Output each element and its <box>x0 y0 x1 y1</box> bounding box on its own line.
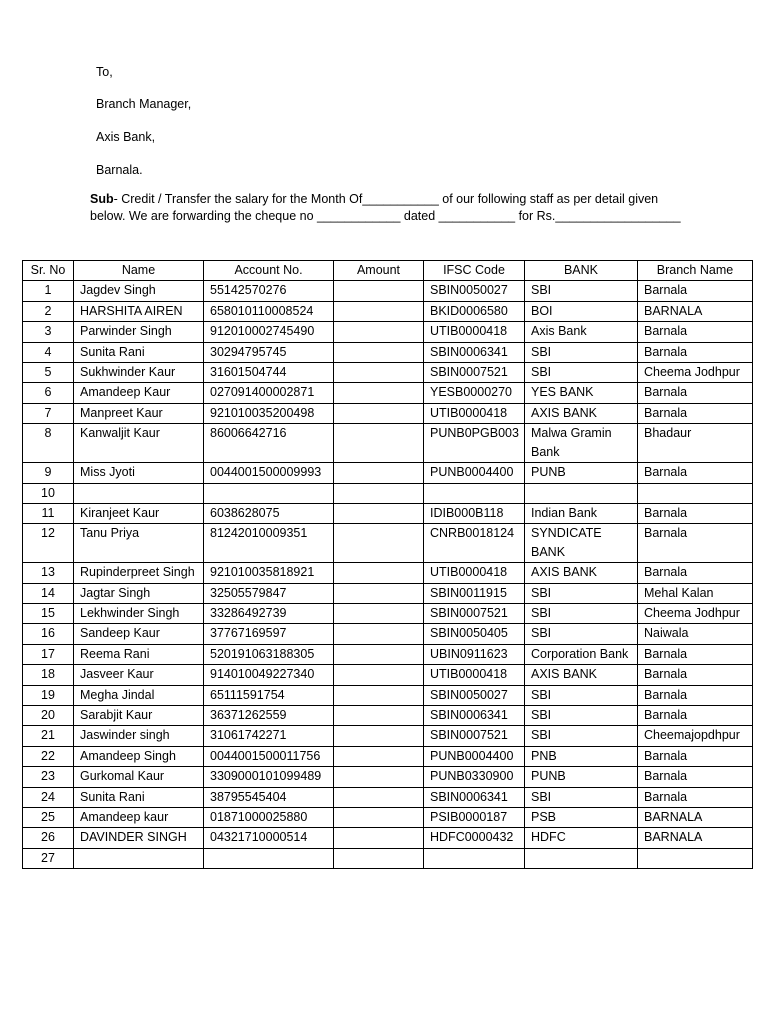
branch-name-cell: Cheema Jodhpur <box>638 604 753 624</box>
branch-name-cell: Cheemajopdhpur <box>638 726 753 746</box>
ifsc-code-cell: YESB0000270 <box>424 383 525 403</box>
bank-cell: HDFC <box>525 828 638 848</box>
sr-no-cell: 15 <box>23 604 74 624</box>
subject-text-1: - Credit / Transfer the salary for the Month Of___________ of our following staff as per detail given <box>113 192 659 206</box>
branch-name-cell: Barnala <box>638 644 753 664</box>
table-row <box>23 483 753 503</box>
amount-cell <box>334 848 424 868</box>
branch-name-cell: Barnala <box>638 563 753 583</box>
table-row <box>23 746 753 766</box>
branch-name-cell: Bhadaur <box>638 424 753 463</box>
bank-cell: PUNB <box>525 463 638 483</box>
account-no-cell: 33286492739 <box>204 604 334 624</box>
bank-cell: SBI <box>525 726 638 746</box>
bank-cell: SBI <box>525 362 638 382</box>
sr-no-cell: 9 <box>23 463 74 483</box>
table-row <box>23 665 753 685</box>
branch-name-cell: BARNALA <box>638 828 753 848</box>
sr-no-cell: 17 <box>23 644 74 664</box>
ifsc-code-cell: HDFC0000432 <box>424 828 525 848</box>
table-row <box>23 624 753 644</box>
ifsc-code-cell: PUNB0004400 <box>424 463 525 483</box>
amount-cell <box>334 301 424 321</box>
account-no-cell: 6038628075 <box>204 503 334 523</box>
amount-cell <box>334 726 424 746</box>
bank-cell: PSB <box>525 807 638 827</box>
sr-no-cell: 8 <box>23 424 74 463</box>
table-row <box>23 726 753 746</box>
header-bank: BANK <box>525 261 638 281</box>
ifsc-code-cell <box>424 848 525 868</box>
account-no-cell: 520191063188305 <box>204 644 334 664</box>
ifsc-code-cell: UTIB0000418 <box>424 563 525 583</box>
ifsc-code-cell: SBIN0006341 <box>424 787 525 807</box>
bank-cell: AXIS BANK <box>525 403 638 423</box>
bank-cell: SBI <box>525 604 638 624</box>
header-ifsc-code: IFSC Code <box>424 261 525 281</box>
account-no-cell: 30294795745 <box>204 342 334 362</box>
account-no-cell: 04321710000514 <box>204 828 334 848</box>
account-no-cell: 31601504744 <box>204 362 334 382</box>
table-row <box>23 322 753 342</box>
amount-cell <box>334 281 424 301</box>
amount-cell <box>334 604 424 624</box>
table-row <box>23 604 753 624</box>
bank-cell: SBI <box>525 787 638 807</box>
account-no-cell: 31061742271 <box>204 726 334 746</box>
table-body <box>23 281 753 869</box>
name-cell: Tanu Priya <box>74 524 204 563</box>
name-cell: Jaswinder singh <box>74 726 204 746</box>
ifsc-code-cell: SBIN0050027 <box>424 685 525 705</box>
table-row <box>23 403 753 423</box>
branch-name-cell: Cheema Jodhpur <box>638 362 753 382</box>
account-no-cell: 3309000101099489 <box>204 767 334 787</box>
account-no-cell: 921010035200498 <box>204 403 334 423</box>
name-cell: Kanwaljit Kaur <box>74 424 204 463</box>
amount-cell <box>334 524 424 563</box>
subject-paragraph <box>90 191 710 225</box>
amount-cell <box>334 342 424 362</box>
ifsc-code-cell: SBIN0011915 <box>424 583 525 603</box>
branch-name-cell: BARNALA <box>638 301 753 321</box>
sr-no-cell: 25 <box>23 807 74 827</box>
account-no-cell: 36371262559 <box>204 706 334 726</box>
bank-cell: PUNB <box>525 767 638 787</box>
sr-no-cell: 6 <box>23 383 74 403</box>
amount-cell <box>334 403 424 423</box>
ifsc-code-cell: SBIN0050027 <box>424 281 525 301</box>
table-row <box>23 281 753 301</box>
account-no-cell: 0044001500011756 <box>204 746 334 766</box>
account-no-cell: 65111591754 <box>204 685 334 705</box>
account-no-cell: 37767169597 <box>204 624 334 644</box>
sr-no-cell: 19 <box>23 685 74 705</box>
bank-cell: SBI <box>525 342 638 362</box>
ifsc-code-cell: PUNB0330900 <box>424 767 525 787</box>
bank-cell: SBI <box>525 281 638 301</box>
subject-line-2: below. We are forwarding the cheque no ____________ dated ___________ for Rs.__________________ <box>90 209 681 223</box>
table-row <box>23 301 753 321</box>
account-no-cell: 0044001500009993 <box>204 463 334 483</box>
sr-no-cell: 27 <box>23 848 74 868</box>
bank-cell: SBI <box>525 583 638 603</box>
bank-cell <box>525 848 638 868</box>
name-cell: Megha Jindal <box>74 685 204 705</box>
ifsc-code-cell: SBIN0007521 <box>424 726 525 746</box>
ifsc-code-cell: CNRB0018124 <box>424 524 525 563</box>
bank-cell: SBI <box>525 706 638 726</box>
sr-no-cell: 10 <box>23 483 74 503</box>
header-name: Name <box>74 261 204 281</box>
branch-name-cell <box>638 483 753 503</box>
recipient-city: Barnala. <box>96 163 143 177</box>
account-no-cell: 921010035818921 <box>204 563 334 583</box>
branch-name-cell: Barnala <box>638 685 753 705</box>
ifsc-code-cell: SBIN0007521 <box>424 362 525 382</box>
name-cell: Lekhwinder Singh <box>74 604 204 624</box>
sr-no-cell: 24 <box>23 787 74 807</box>
ifsc-code-cell: UTIB0000418 <box>424 322 525 342</box>
name-cell: Amandeep Kaur <box>74 383 204 403</box>
account-no-cell: 658010110008524 <box>204 301 334 321</box>
table-header-row <box>23 261 753 281</box>
account-no-cell: 86006642716 <box>204 424 334 463</box>
bank-cell: SYNDICATE BANK <box>525 524 638 563</box>
amount-cell <box>334 463 424 483</box>
table-row <box>23 644 753 664</box>
account-no-cell: 027091400002871 <box>204 383 334 403</box>
branch-name-cell: Barnala <box>638 463 753 483</box>
bank-cell: AXIS BANK <box>525 563 638 583</box>
ifsc-code-cell: PUNB0PGB003 <box>424 424 525 463</box>
table-row <box>23 848 753 868</box>
sr-no-cell: 23 <box>23 767 74 787</box>
subject-line-1 <box>90 191 710 208</box>
bank-cell: Malwa Gramin Bank <box>525 424 638 463</box>
ifsc-code-cell: SBIN0050405 <box>424 624 525 644</box>
recipient-title: Branch Manager, <box>96 97 192 111</box>
table-row <box>23 787 753 807</box>
table-row <box>23 583 753 603</box>
ifsc-code-cell: UBIN0911623 <box>424 644 525 664</box>
amount-cell <box>334 362 424 382</box>
table-row <box>23 524 753 563</box>
sr-no-cell: 26 <box>23 828 74 848</box>
branch-name-cell: Barnala <box>638 322 753 342</box>
bank-cell <box>525 483 638 503</box>
name-cell: Sukhwinder Kaur <box>74 362 204 382</box>
amount-cell <box>334 624 424 644</box>
branch-name-cell: Barnala <box>638 767 753 787</box>
sr-no-cell: 21 <box>23 726 74 746</box>
sr-no-cell: 7 <box>23 403 74 423</box>
branch-name-cell: Barnala <box>638 281 753 301</box>
name-cell: Manpreet Kaur <box>74 403 204 423</box>
bank-cell: Corporation Bank <box>525 644 638 664</box>
sr-no-cell: 2 <box>23 301 74 321</box>
account-no-cell: 38795545404 <box>204 787 334 807</box>
name-cell: Rupinderpreet Singh <box>74 563 204 583</box>
table-row <box>23 362 753 382</box>
ifsc-code-cell: IDIB000B118 <box>424 503 525 523</box>
name-cell <box>74 483 204 503</box>
name-cell: Jagtar Singh <box>74 583 204 603</box>
table-row <box>23 685 753 705</box>
amount-cell <box>334 503 424 523</box>
staff-salary-table <box>22 260 753 869</box>
name-cell: Kiranjeet Kaur <box>74 503 204 523</box>
amount-cell <box>334 746 424 766</box>
bank-cell: Indian Bank <box>525 503 638 523</box>
ifsc-code-cell: UTIB0000418 <box>424 665 525 685</box>
name-cell: Jasveer Kaur <box>74 665 204 685</box>
table-row <box>23 706 753 726</box>
account-no-cell <box>204 848 334 868</box>
header-branch-name: Branch Name <box>638 261 753 281</box>
name-cell: DAVINDER SINGH <box>74 828 204 848</box>
bank-cell: YES BANK <box>525 383 638 403</box>
branch-name-cell: Barnala <box>638 342 753 362</box>
sr-no-cell: 16 <box>23 624 74 644</box>
amount-cell <box>334 424 424 463</box>
account-no-cell: 01871000025880 <box>204 807 334 827</box>
amount-cell <box>334 322 424 342</box>
account-no-cell: 914010049227340 <box>204 665 334 685</box>
table-row <box>23 463 753 483</box>
sr-no-cell: 14 <box>23 583 74 603</box>
ifsc-code-cell: SBIN0007521 <box>424 604 525 624</box>
amount-cell <box>334 483 424 503</box>
amount-cell <box>334 644 424 664</box>
amount-cell <box>334 383 424 403</box>
bank-cell: Axis Bank <box>525 322 638 342</box>
account-no-cell: 55142570276 <box>204 281 334 301</box>
amount-cell <box>334 685 424 705</box>
sr-no-cell: 18 <box>23 665 74 685</box>
amount-cell <box>334 563 424 583</box>
name-cell: Sandeep Kaur <box>74 624 204 644</box>
branch-name-cell: Naiwala <box>638 624 753 644</box>
branch-name-cell: Barnala <box>638 524 753 563</box>
bank-cell: BOI <box>525 301 638 321</box>
ifsc-code-cell: SBIN0006341 <box>424 342 525 362</box>
branch-name-cell: BARNALA <box>638 807 753 827</box>
branch-name-cell: Barnala <box>638 787 753 807</box>
name-cell <box>74 848 204 868</box>
branch-name-cell <box>638 848 753 868</box>
table-row <box>23 383 753 403</box>
salutation-to: To, <box>96 65 113 79</box>
header-amount: Amount <box>334 261 424 281</box>
amount-cell <box>334 583 424 603</box>
account-no-cell: 81242010009351 <box>204 524 334 563</box>
branch-name-cell: Barnala <box>638 665 753 685</box>
name-cell: Jagdev Singh <box>74 281 204 301</box>
branch-name-cell: Barnala <box>638 383 753 403</box>
branch-name-cell: Barnala <box>638 403 753 423</box>
table-row <box>23 767 753 787</box>
table-row <box>23 424 753 463</box>
account-no-cell: 32505579847 <box>204 583 334 603</box>
table-row <box>23 563 753 583</box>
sr-no-cell: 22 <box>23 746 74 766</box>
subject-label: Sub <box>90 192 114 206</box>
bank-cell: AXIS BANK <box>525 665 638 685</box>
account-no-cell: 912010002745490 <box>204 322 334 342</box>
bank-cell: SBI <box>525 624 638 644</box>
name-cell: Parwinder Singh <box>74 322 204 342</box>
name-cell: Reema Rani <box>74 644 204 664</box>
sr-no-cell: 5 <box>23 362 74 382</box>
name-cell: Amandeep kaur <box>74 807 204 827</box>
amount-cell <box>334 787 424 807</box>
sr-no-cell: 20 <box>23 706 74 726</box>
amount-cell <box>334 767 424 787</box>
ifsc-code-cell: BKID0006580 <box>424 301 525 321</box>
branch-name-cell: Barnala <box>638 706 753 726</box>
amount-cell <box>334 828 424 848</box>
name-cell: Miss Jyoti <box>74 463 204 483</box>
branch-name-cell: Barnala <box>638 746 753 766</box>
ifsc-code-cell: SBIN0006341 <box>424 706 525 726</box>
name-cell: Gurkomal Kaur <box>74 767 204 787</box>
ifsc-code-cell <box>424 483 525 503</box>
sr-no-cell: 11 <box>23 503 74 523</box>
table-row <box>23 807 753 827</box>
sr-no-cell: 3 <box>23 322 74 342</box>
name-cell: Sarabjit Kaur <box>74 706 204 726</box>
name-cell: HARSHITA AIREN <box>74 301 204 321</box>
sr-no-cell: 12 <box>23 524 74 563</box>
table-row <box>23 828 753 848</box>
table-row <box>23 503 753 523</box>
bank-cell: SBI <box>525 685 638 705</box>
sr-no-cell: 1 <box>23 281 74 301</box>
sr-no-cell: 13 <box>23 563 74 583</box>
header-account-no: Account No. <box>204 261 334 281</box>
header-sr-no: Sr. No <box>23 261 74 281</box>
branch-name-cell: Barnala <box>638 503 753 523</box>
ifsc-code-cell: PSIB0000187 <box>424 807 525 827</box>
branch-name-cell: Mehal Kalan <box>638 583 753 603</box>
bank-cell: PNB <box>525 746 638 766</box>
amount-cell <box>334 706 424 726</box>
ifsc-code-cell: PUNB0004400 <box>424 746 525 766</box>
amount-cell <box>334 807 424 827</box>
table-row <box>23 342 753 362</box>
account-no-cell <box>204 483 334 503</box>
name-cell: Sunita Rani <box>74 787 204 807</box>
sr-no-cell: 4 <box>23 342 74 362</box>
name-cell: Amandeep Singh <box>74 746 204 766</box>
name-cell: Sunita Rani <box>74 342 204 362</box>
amount-cell <box>334 665 424 685</box>
ifsc-code-cell: UTIB0000418 <box>424 403 525 423</box>
recipient-bank: Axis Bank, <box>96 130 156 144</box>
